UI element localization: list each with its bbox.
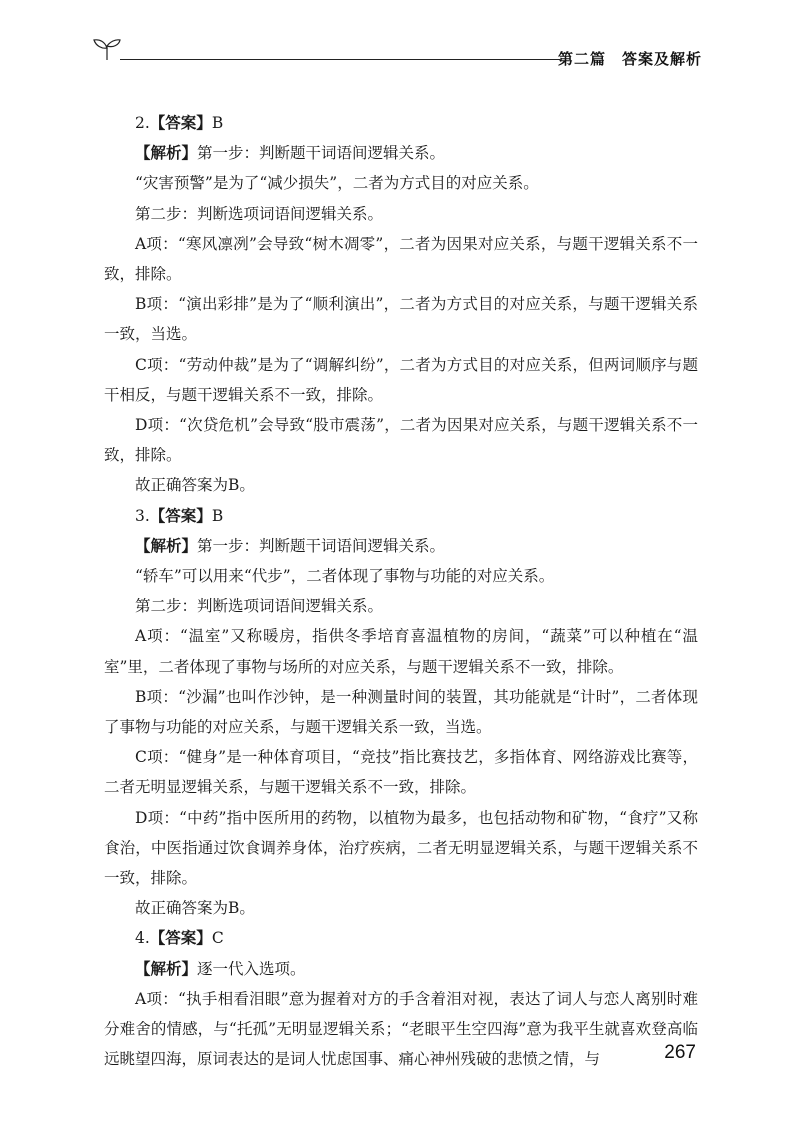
q3-answer-line (104, 501, 698, 531)
sprout-icon (92, 36, 122, 62)
q2-number: 2. (135, 114, 150, 132)
page-number: 267 (664, 1042, 696, 1063)
q4-text-1: 逐一代入选项。 (197, 959, 306, 978)
q3-text-1: 第一步：判断题干词语间逻辑关系。 (197, 536, 446, 555)
q4-option-a: A项：“执手相看泪眼”意为握着对方的手含着泪对视，表达了词人与恋人离别时难分难舍的情感，与“托孤”无明显逻辑关系；“老眼平生空四海”意为我平生就喜欢登高临远眺望四海，原词表达的是词人忧虑国事、痛心神州残破的悲愤之情，与 (104, 989, 698, 1069)
q4-answer-line (104, 923, 698, 953)
q4-answer: C (211, 929, 224, 948)
page-content (104, 108, 698, 1075)
q4-answer-tag: 【答案】 (149, 929, 212, 948)
q2-option-b: B项：“演出彩排”是为了“顺利演出”，二者为方式目的对应关系，与题干逻辑关系一致，当选。 (104, 295, 698, 344)
header-rule (120, 59, 560, 60)
q3-analysis-line (104, 531, 698, 561)
q3-option-d: D项：“中药”指中医所用的药物，以植物为最多，也包括动物和矿物，“食疗”又称食治，中医指通过饮食调养身体，治疗疾病，二者无明显逻辑关系，与题干逻辑关系不一致，排除。 (104, 808, 698, 888)
q2-answer: B (211, 114, 224, 132)
q3-text-3: 第二步：判断选项词语间逻辑关系。 (135, 597, 384, 616)
q2-analysis-line (104, 138, 698, 168)
running-header (92, 32, 702, 72)
q3-text-2: “轿车”可以用来“代步”，二者体现了事物与功能的对应关系。 (135, 567, 555, 586)
q3-conclusion: 故正确答案为B。 (135, 899, 255, 918)
q2-option-d: D项：“次贷危机”会导致“股市震荡”，二者为因果对应关系，与题干逻辑关系不一致，排除。 (104, 416, 698, 465)
q2-text-1: 第一步：判断题干词语间逻辑关系。 (197, 144, 446, 163)
q3-answer-tag: 【答案】 (149, 506, 212, 525)
q3-option-c: C项：“健身”是一种体育项目，“竞技”指比赛技艺，多指体育、网络游戏比赛等，二者无明显逻辑关系，与题干逻辑关系不一致，排除。 (104, 748, 698, 797)
q2-text-2: “灾害预警”是为了“减少损失”，二者为方式目的对应关系。 (135, 174, 539, 193)
q3-option-a: A项：“温室”又称暖房，指供冬季培育喜温植物的房间，“蔬菜”可以种植在“温室”里，二者体现了事物与场所的对应关系，与题干逻辑关系不一致，排除。 (104, 627, 698, 676)
section-title: 第二篇 答案及解析 (557, 50, 702, 68)
q3-analysis-tag: 【解析】 (135, 536, 198, 555)
q2-option-a: A项：“寒风凛冽”会导致“树木凋零”，二者为因果对应关系，与题干逻辑关系不一致，排除。 (104, 234, 698, 284)
q3-number: 3. (135, 506, 150, 525)
q2-answer-line (104, 108, 698, 138)
q4-number: 4. (135, 929, 150, 948)
q2-answer-tag: 【答案】 (149, 114, 212, 132)
q2-option-c: C项：“劳动仲裁”是为了“调解纠纷”，二者为方式目的对应关系，但两词顺序与题干相反，与题干逻辑关系不一致，排除。 (104, 355, 698, 404)
q2-conclusion: 故正确答案为B。 (135, 476, 255, 495)
q4-analysis-tag: 【解析】 (135, 959, 198, 978)
q2-text-3: 第二步：判断选项词语间逻辑关系。 (135, 204, 384, 223)
q2-analysis-tag: 【解析】 (135, 144, 198, 163)
q4-analysis-line (104, 954, 698, 984)
q3-answer: B (211, 506, 224, 525)
q3-option-b: B项：“沙漏”也叫作沙钟，是一种测量时间的装置，其功能就是“计时”，二者体现了事物与功能的对应关系，与题干逻辑关系一致，当选。 (104, 687, 698, 737)
